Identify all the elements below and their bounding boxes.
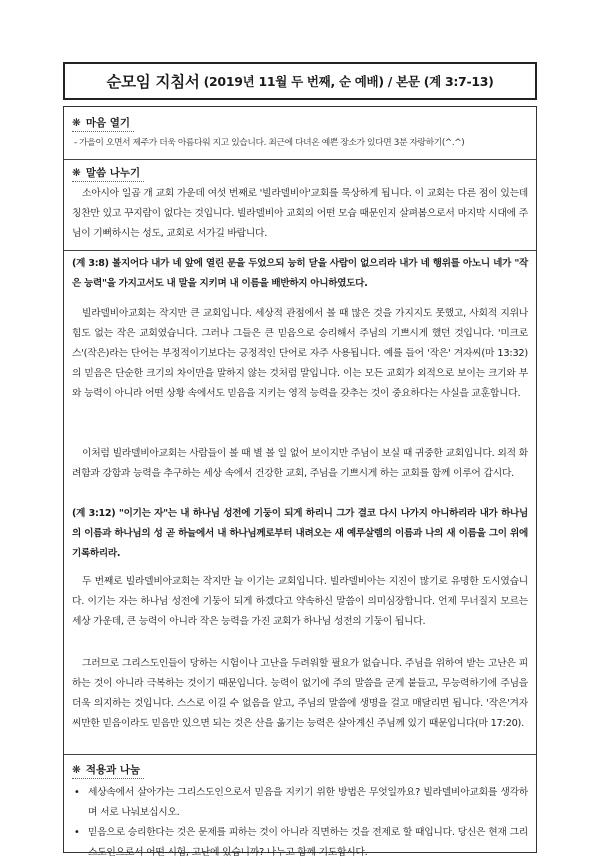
paragraph-4: 그러므로 그리스도인들이 당하는 시험이나 고난을 두려워할 필요가 없습니다. 주님을 위하여 받는 고난은 피하는 것이 아니라 극복하는 것이기 때문입니다. 능력이 없기에 주의 말씀을 굳게 붙들고, 무능력하기에 주님을 더욱 의지하는 것입니다. 스스로 이길 수 없음을 알고, 주님의 말씀에 생명을 걸고 매달리면 됩니다. '작은'겨자씨만한 믿음이라도 믿음만 있으면 되는 것은 산을 옮기는 능력은 살아계신 주님께 있기 때문입니다(마 17:20). bbox=[72, 658, 528, 729]
document-page bbox=[63, 62, 537, 858]
section-divider bbox=[64, 250, 536, 251]
opening-section bbox=[64, 115, 536, 148]
list-item: • 믿음으로 승리한다는 것은 문제를 피하는 것이 아니라 직면하는 것을 전제로 할 때입니다. 당신은 현재 그리스도인으로서 어떤 시험, 고난에 있습니까? 나누고 함께 기도합시다. bbox=[74, 823, 528, 863]
document-title bbox=[63, 62, 537, 100]
sharing-intro: 소아시아 일곱 개 교회 가운데 여섯 번째로 '빌라델비아'교회를 묵상하게 됩니다. 이 교회는 다른 점이 있는데 칭찬만 있고 꾸지람이 없다는 것입니다. 빌라델비아 교회의 어떤 모습 때문인지 살펴봄으로서 마지막 시대에 주님이 기뻐하시는 성도, 교회로 서가길 바랍니다. bbox=[72, 188, 528, 239]
paragraph-1: 빌라델비아교회는 작지만 큰 교회입니다. 세상적 관점에서 볼 때 많은 것을 가지지도 못했고, 사회적 지위나 힘도 없는 작은 교회였습니다. 그러나 그들은 큰 믿음으로 승리해서 주님의 기쁘시게 했던 것입니다. '미크로스'(작은)라는 단어는 부정적이기보다는 긍정적인 단어로 자주 사용됩니다. 예를 들어 '작은' 겨자씨(마 13:32)의 믿음은 단순한 크기의 차이만을 말하지 않는 것처럼 말입니다. 이는 모든 교회가 외적으로 보이는 크기와 부와 능력이 아니라 어떤 상황 속에서도 믿음을 지키는 영적 능력을 갖추는 것이 중요하다는 사실을 교훈합니다. bbox=[72, 308, 528, 399]
verse-3-8: (계 3:8) 볼지어다 내가 네 앞에 열린 문을 두었으되 능히 닫을 사람이 없으리라 내가 네 행위를 아노니 네가 "작은 능력"을 가지고서도 내 말을 지키며 내 이름을 배반하지 아니하였도다. bbox=[72, 258, 528, 289]
asterisk-icon: ❋ bbox=[72, 117, 81, 129]
title-middle: (2019년 11월 두 번째, 순 예배) / 본문 bbox=[199, 74, 424, 89]
application-heading: ❋ 적용과 나눔 bbox=[72, 762, 144, 779]
section-divider bbox=[64, 754, 536, 755]
title-main: 순모임 지침서 bbox=[106, 73, 200, 91]
paragraph-2: 이처럼 빌라델비아교회는 사람들이 볼 때 별 볼 일 없어 보이지만 주님이 보실 때 귀중한 교회입니다. 외적 화려함과 강함과 능력을 추구하는 세상 속에서 건강한 교회, 주님을 기쁘시게 하는 교회를 함께 이루어 갑시다. bbox=[72, 448, 528, 479]
section-divider bbox=[64, 159, 536, 160]
bullet-icon: • bbox=[74, 827, 80, 838]
sharing-heading: ❋ 말씀 나누기 bbox=[72, 165, 144, 182]
paragraph-3: 두 번째로 빌라델비아교회는 작지만 늘 이기는 교회입니다. 빌라델비아는 지진이 많기로 유명한 도시였습니다. 이기는 자는 하나님 성전에 기둥이 되게 하겠다고 약속하신 말씀이 의미심장합니다. 언제 무너질지 모르는 세상 가운데, 큰 능력이 아니라 작은 능력을 가진 교회가 하나님 성전의 기둥이 됩니다. bbox=[72, 576, 528, 627]
verse-3-12: (계 3:12) "이기는 자"는 내 하나님 성전에 기둥이 되게 하리니 그가 결코 다시 나가지 아니하리라 내가 하나님의 이름과 하나님의 성 곧 하늘에서 내 하나님께로부터 내려오는 새 예루살렘의 이름과 나의 새 이름을 그이 위에 기록하리라. bbox=[72, 508, 528, 559]
asterisk-icon: ❋ bbox=[72, 167, 81, 179]
asterisk-icon: ❋ bbox=[72, 764, 81, 776]
list-item: • 세상속에서 살아가는 그리스도인으로서 믿음을 지키기 위한 방법은 무엇일까요? 빌라델비아교회를 생각하며 서로 나눠보십시오. bbox=[74, 783, 528, 823]
application-section bbox=[64, 762, 536, 863]
content-frame bbox=[63, 106, 537, 858]
verse-block-1 bbox=[64, 254, 536, 294]
application-list bbox=[64, 783, 536, 863]
sharing-section bbox=[64, 165, 536, 244]
opening-text: - 가을이 오면서 제주가 더욱 아름다워 지고 있습니다. 최근에 다녀온 예쁜 장소가 있다면 3분 자랑하기(^.^) bbox=[74, 138, 465, 148]
opening-heading: ❋ 마음 열기 bbox=[72, 115, 134, 132]
verse-block-2 bbox=[64, 504, 536, 564]
bullet-icon: • bbox=[74, 787, 80, 798]
title-scripture-ref: (계 3:7-13) bbox=[423, 74, 494, 89]
